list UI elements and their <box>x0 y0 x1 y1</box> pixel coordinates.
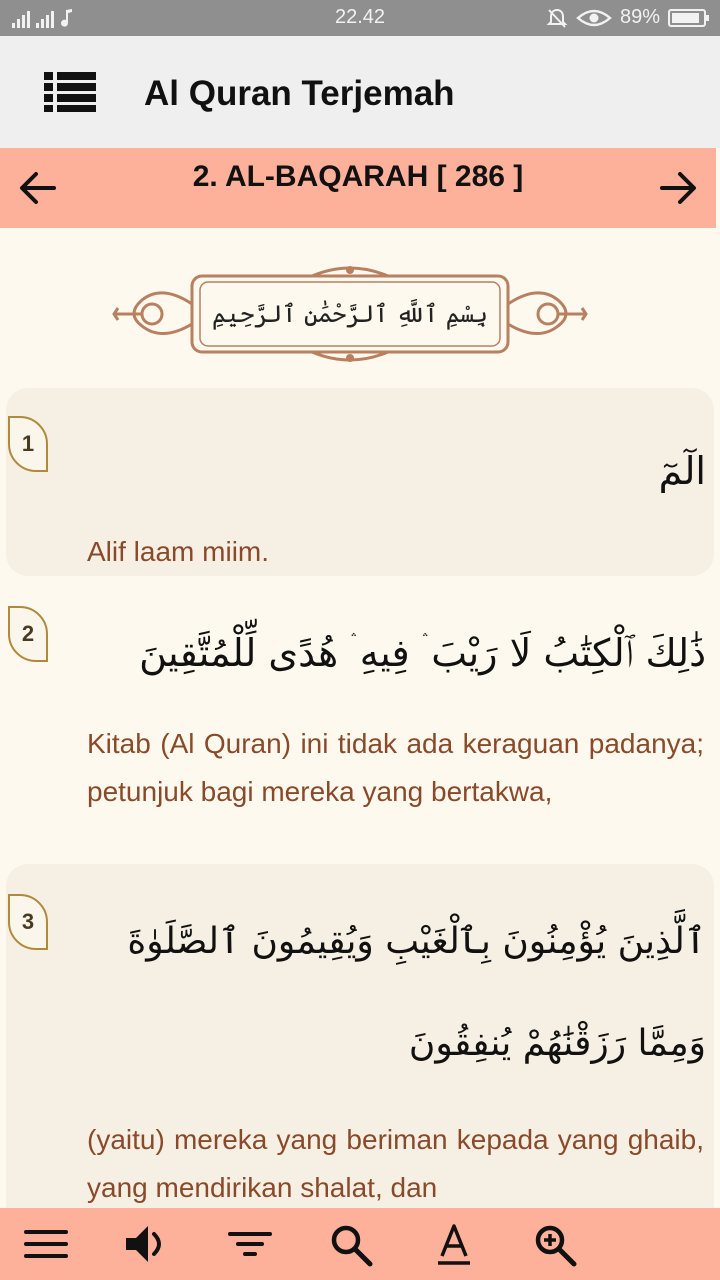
zoom-in-icon[interactable] <box>530 1220 578 1268</box>
mute-bell-icon <box>546 7 568 29</box>
ayah-number-badge: 2 <box>8 606 48 662</box>
verse-arabic-line: وَمِمَّا رَزَقْنَٰهُمْ يُنفِقُونَ <box>408 1023 706 1064</box>
verse-item[interactable] <box>6 594 714 844</box>
eye-icon <box>576 8 612 28</box>
arrow-right-icon[interactable] <box>654 164 702 212</box>
ayah-number-badge: 3 <box>8 894 48 950</box>
surah-title: 2. AL-BAQARAH [ 286 ] <box>192 160 524 193</box>
battery-icon <box>668 9 706 27</box>
bottom-toolbar <box>0 1208 720 1280</box>
verse-arabic: الٓمٓ <box>658 449 706 493</box>
volume-icon[interactable] <box>122 1220 170 1268</box>
verse-item[interactable] <box>6 388 714 576</box>
status-time: 22.42 <box>334 6 386 28</box>
verse-list[interactable] <box>0 228 720 1208</box>
search-icon[interactable] <box>326 1220 374 1268</box>
verse-translation: Alif laam miim. <box>87 536 270 567</box>
menu-icon[interactable] <box>22 1220 70 1268</box>
verse-item[interactable] <box>6 864 714 1208</box>
verse-translation: (yaitu) mereka yang beriman kepada yang ghaib, yang mendirikan shalat, dan <box>87 1124 704 1203</box>
app-title: Al Quran Terjemah <box>144 74 455 113</box>
app-bar <box>0 36 720 148</box>
verse-translation: Kitab (Al Quran) ini tidak ada keraguan padanya; petunjuk bagi mereka yang bertakwa, <box>87 728 704 807</box>
battery-fill <box>672 13 699 23</box>
list-menu-icon[interactable] <box>44 72 96 112</box>
ayah-number-badge: 1 <box>8 416 48 472</box>
status-right-icons <box>546 6 706 29</box>
filter-icon[interactable] <box>226 1220 274 1268</box>
verse-arabic: ذَٰلِكَ ٱلْكِتَٰبُ لَا رَيْبَ ۛ فِيهِ ۛ هُدًى لِّلْمُتَّقِينَ <box>139 631 706 675</box>
surah-header <box>0 148 716 228</box>
battery-percent: 89% <box>619 6 660 28</box>
basmala-text: بِسْمِ ٱللَّهِ ٱلرَّحْمَٰنِ ٱلرَّحِيمِ <box>211 300 488 328</box>
font-icon[interactable] <box>430 1220 478 1268</box>
status-bar <box>0 0 720 36</box>
verse-arabic-line: ٱلَّذِينَ يُؤْمِنُونَ بِٱلْغَيْبِ وَيُقِيمُونَ ٱلصَّلَوٰةَ <box>127 921 706 962</box>
